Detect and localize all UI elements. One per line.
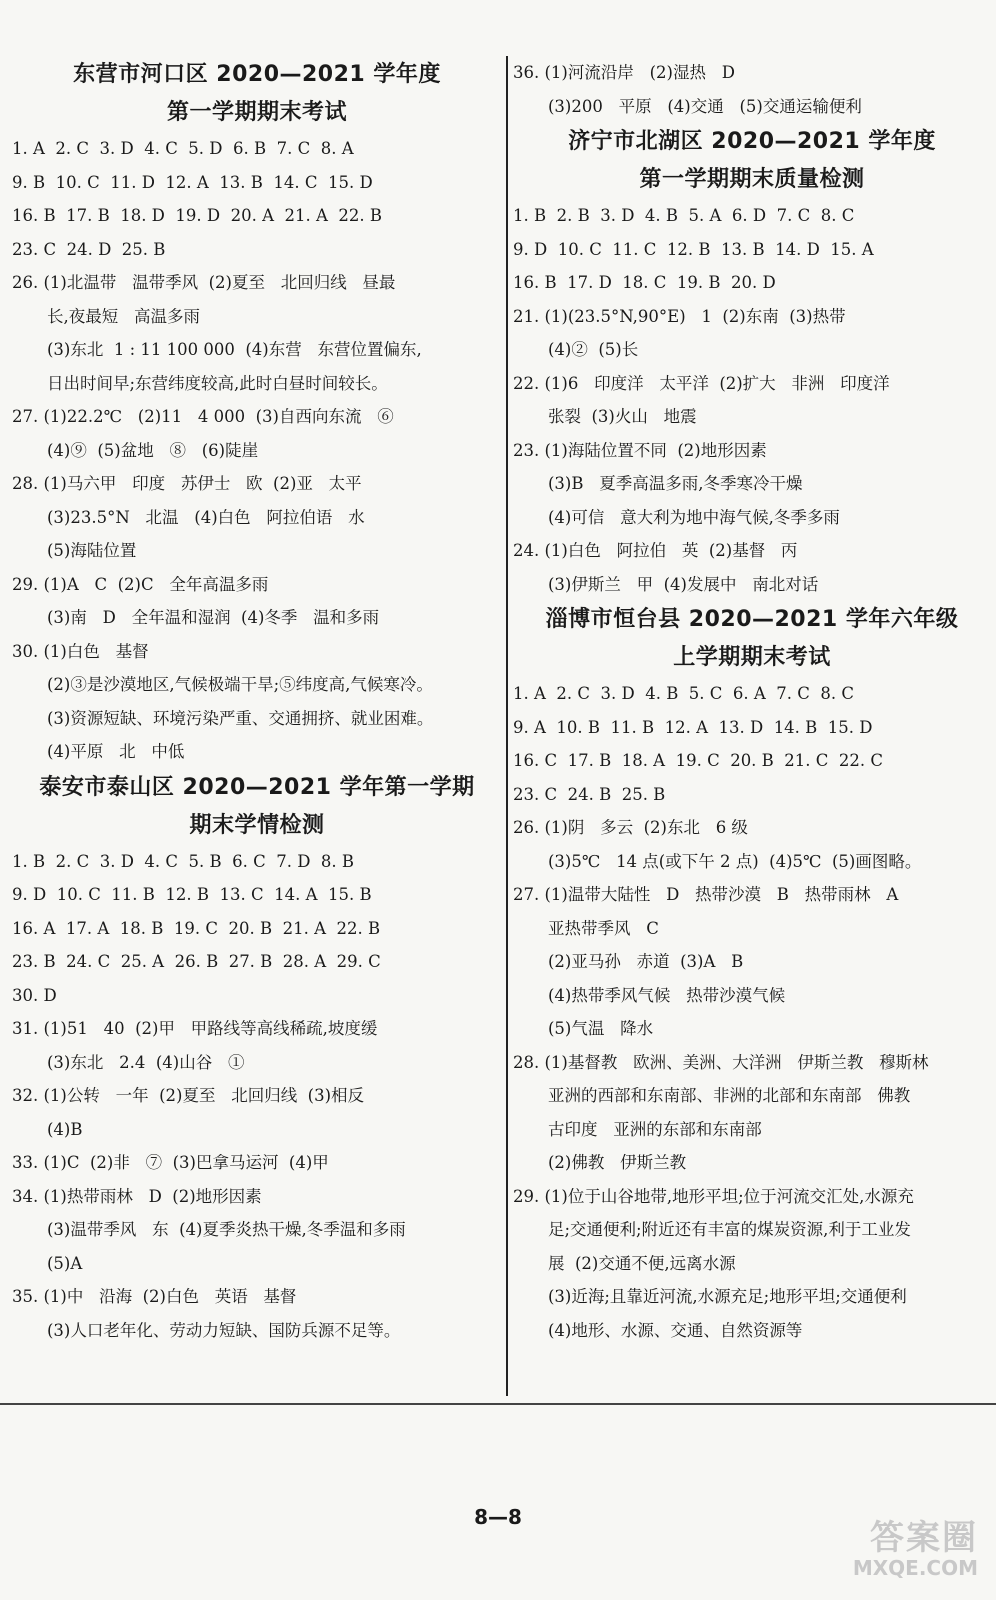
answer-line: 36. (1)河流沿岸 (2)湿热 D (513, 63, 735, 82)
answer-line: 32. (1)公转 一年 (2)夏至 北回归线 (3)相反 (12, 1086, 365, 1105)
bottom-rule (0, 1403, 996, 1405)
answer-line: 21. (1)(23.5°N,90°E) 1 (2)东南 (3)热带 (513, 306, 846, 326)
answer-line: 古印度 亚洲的东部和东南部 (548, 1119, 762, 1139)
answer-line: 足;交通便利;附近还有丰富的煤炭资源,利于工业发 (548, 1220, 911, 1239)
answer-line: 29. (1)位于山谷地带,地形平坦;位于河流交汇处,水源充 (513, 1186, 914, 1206)
answer-line: 日出时间早;东营纬度较高,此时白昼时间较长。 (47, 373, 388, 393)
section-taian (12, 769, 502, 1348)
answer-line: (5)A (47, 1253, 83, 1273)
answer-line: 9. D 10. C 11. C 12. B 13. B 14. D 15. A (513, 239, 874, 259)
answer-line: 34. (1)热带雨林 D (2)地形因素 (12, 1186, 262, 1206)
column-divider (506, 56, 508, 1396)
answer-line: (4)可信 意大利为地中海气候,冬季多雨 (548, 507, 840, 527)
section-title: 济宁市北湖区 2020—2021 学年度 (568, 129, 936, 154)
answer-line: 22. (1)6 印度洋 太平洋 (2)扩大 非洲 印度洋 (513, 373, 890, 393)
answer-line: 27. (1)22.2℃ (2)11 4 000 (3)自西向东流 ⑥ (12, 407, 394, 426)
answer-line: 16. B 17. B 18. D 19. D 20. A 21. A 22. B (12, 206, 383, 225)
answer-line: 亚洲的西部和东南部、非洲的北部和东南部 佛教 (548, 1086, 911, 1105)
answer-line: 30. (1)白色 基督 (12, 641, 149, 661)
section-zibo (513, 601, 991, 1347)
answer-line: 16. C 17. B 18. A 19. C 20. B 21. C 22. C (513, 751, 884, 770)
answer-line: 16. A 17. A 18. B 19. C 20. B 21. A 22. B (12, 918, 381, 938)
answer-line: 9. A 10. B 11. B 12. A 13. D 14. B 15. D (513, 717, 873, 737)
answer-line: 26. (1)北温带 温带季风 (2)夏至 北回归线 昼最 (12, 273, 396, 292)
answer-line: (3)温带季风 东 (4)夏季炎热干燥,冬季温和多雨 (47, 1220, 406, 1239)
section-jining (513, 123, 991, 601)
left-column (12, 56, 502, 1347)
answer-line: 28. (1)马六甲 印度 苏伊士 欧 (2)亚 太平 (12, 474, 362, 493)
answer-line: 23. C 24. D 25. B (12, 239, 166, 259)
answer-line: 23. C 24. B 25. B (513, 784, 666, 804)
answer-line: 23. (1)海陆位置不同 (2)地形因素 (513, 440, 767, 460)
answer-line: (5)气温 降水 (548, 1019, 654, 1038)
answer-line: (4)B (47, 1119, 83, 1139)
answer-line: 1. A 2. C 3. D 4. C 5. D 6. B 7. C 8. A (12, 139, 354, 158)
answer-line: (3)23.5°N 北温 (4)白色 阿拉伯语 水 (47, 507, 365, 527)
answer-line: (2)亚马孙 赤道 (3)A B (548, 952, 744, 971)
section-dongying (12, 56, 502, 769)
answer-line: (3)东北 2.4 (4)山谷 ① (47, 1052, 245, 1072)
answer-line: (3)东北 1 : 11 100 000 (4)东营 东营位置偏东, (47, 340, 422, 359)
answer-line: (5)海陆位置 (47, 541, 137, 560)
answer-line: 30. D (12, 985, 57, 1005)
answer-line: (3)伊斯兰 甲 (4)发展中 南北对话 (548, 574, 819, 594)
answer-line: (3)近海;且靠近河流,水源充足;地形平坦;交通便利 (548, 1287, 907, 1306)
answer-line: 29. (1)A C (2)C 全年高温多雨 (12, 574, 269, 594)
answer-line: (3)200 平原 (4)交通 (5)交通运输便利 (548, 96, 862, 116)
answer-line: 26. (1)阴 多云 (2)东北 6 级 (513, 818, 748, 837)
section-subtitle: 第一学期期末质量检测 (639, 167, 865, 192)
answer-line: (2)③是沙漠地区,气候极端干旱;⑤纬度高,气候寒冷。 (47, 675, 433, 694)
right-column (513, 56, 991, 1347)
page-number: 8—8 (474, 1505, 522, 1529)
answer-line: (3)B 夏季高温多雨,冬季寒冷干燥 (548, 474, 803, 493)
answer-line: (3)资源短缺、环境污染严重、交通拥挤、就业困难。 (47, 708, 434, 728)
answer-line: 27. (1)温带大陆性 D 热带沙漠 B 热带雨林 A (513, 885, 899, 904)
answer-line: (4)热带季风气候 热带沙漠气候 (548, 985, 786, 1005)
answer-line: 1. B 2. C 3. D 4. C 5. B 6. C 7. D 8. B (12, 851, 355, 871)
answer-line: 亚热带季风 C (548, 918, 659, 938)
section-title: 淄博市恒台县 2020—2021 学年六年级 (545, 607, 959, 632)
answer-line: (4)⑨ (5)盆地 ⑧ (6)陡崖 (47, 440, 259, 460)
section-subtitle: 期末学情检测 (189, 812, 325, 838)
answer-line: 16. B 17. D 18. C 19. B 20. D (513, 273, 776, 292)
answer-line: 35. (1)中 沿海 (2)白色 英语 基督 (12, 1287, 297, 1306)
answer-line: 长,夜最短 高温多雨 (47, 306, 200, 326)
answer-line: 张裂 (3)火山 地震 (548, 407, 697, 426)
section-dongying-continued (513, 56, 991, 123)
answer-line: 23. B 24. C 25. A 26. B 27. B 28. A 29. C (12, 952, 381, 971)
section-subtitle: 上学期期末考试 (673, 645, 831, 670)
section-subtitle: 第一学期期末考试 (166, 100, 347, 125)
answer-line: 1. B 2. B 3. D 4. B 5. A 6. D 7. C 8. C (513, 206, 855, 225)
answer-line: 31. (1)51 40 (2)甲 甲路线等高线稀疏,坡度缓 (12, 1019, 378, 1038)
answer-line: (3)5℃ 14 点(或下午 2 点) (4)5℃ (5)画图略。 (548, 851, 922, 871)
answer-line: 展 (2)交通不便,远离水源 (548, 1253, 736, 1273)
section-title: 泰安市泰山区 2020—2021 学年第一学期 (39, 774, 475, 800)
answer-line: (2)佛教 伊斯兰教 (548, 1153, 687, 1172)
watermark-text: 答案圈 (870, 1518, 978, 1558)
answer-line: 28. (1)基督教 欧洲、美洲、大洋洲 伊斯兰教 穆斯林 (513, 1052, 929, 1072)
answer-line: (3)人口老年化、劳动力短缺、国防兵源不足等。 (47, 1320, 401, 1340)
answer-line: (4)地形、水源、交通、自然资源等 (548, 1320, 803, 1340)
answer-line: (4)平原 北 中低 (47, 742, 185, 761)
answer-line: 9. D 10. C 11. B 12. B 13. C 14. A 15. B (12, 885, 372, 904)
section-title: 东营市河口区 2020—2021 学年度 (73, 62, 441, 87)
watermark-url: MXQE.COM (852, 1556, 978, 1580)
answer-line: (4)② (5)长 (548, 340, 639, 359)
answer-line: 24. (1)白色 阿拉伯 英 (2)基督 丙 (513, 541, 798, 560)
answer-line: 1. A 2. C 3. D 4. B 5. C 6. A 7. C 8. C (513, 684, 855, 703)
answer-line: 9. B 10. C 11. D 12. A 13. B 14. C 15. D (12, 172, 373, 192)
watermark-logo (818, 1520, 978, 1580)
answer-line: 33. (1)C (2)非 ⑦ (3)巴拿马运河 (4)甲 (12, 1153, 329, 1172)
answer-line: (3)南 D 全年温和湿润 (4)冬季 温和多雨 (47, 608, 380, 627)
